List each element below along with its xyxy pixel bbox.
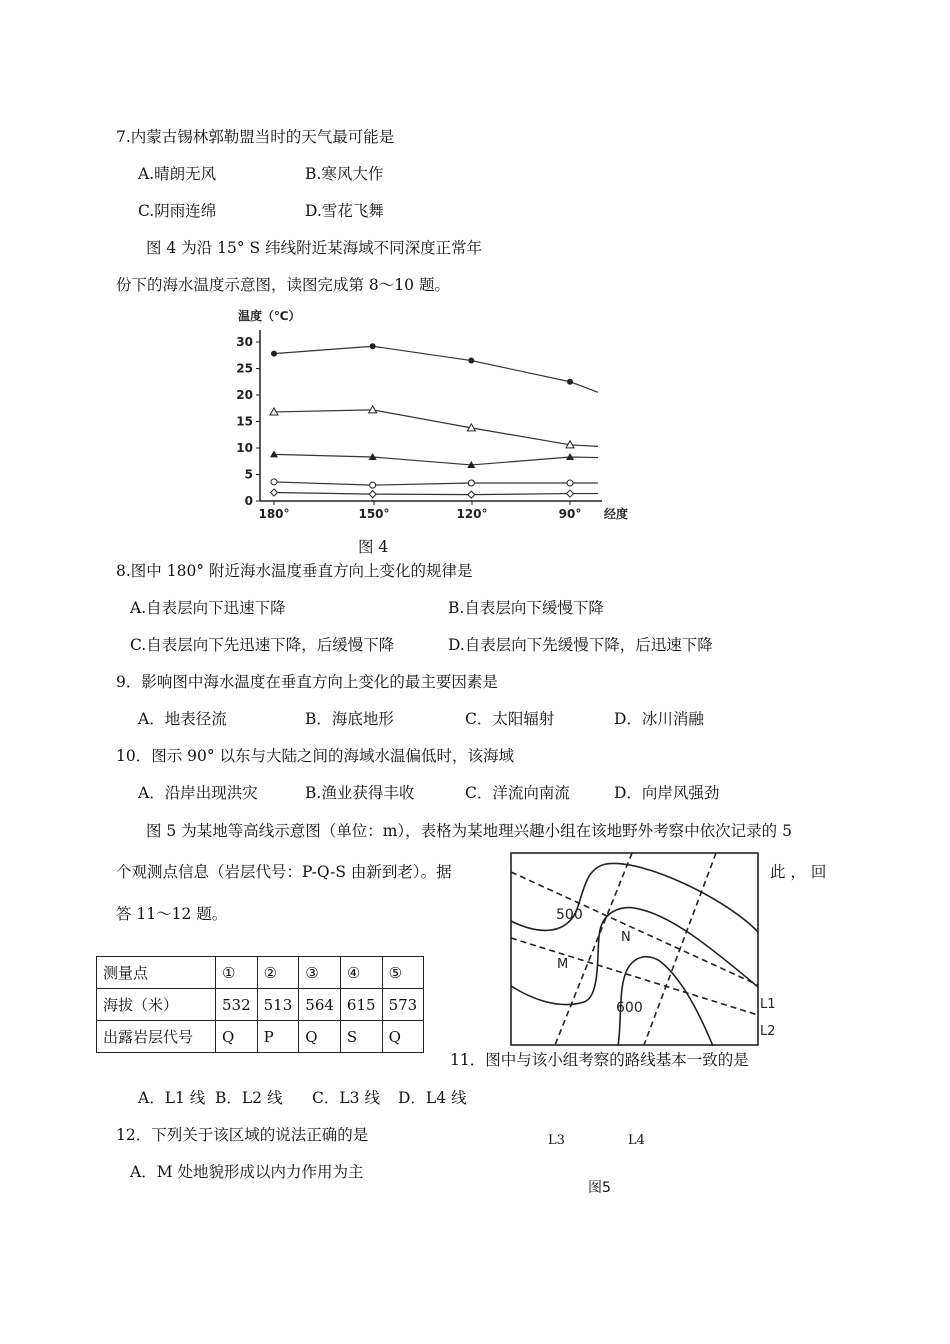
table-cell: S [340,1021,382,1053]
series-line-2000 [274,493,598,495]
intro5-line3: 答 11～12 题。 [116,905,228,923]
intro4-line1: 图 4 为沿 15° S 纬线附近某海域不同深度正常年 [146,239,483,257]
y-tick-label: 30 [236,335,253,349]
y-tick-label: 20 [236,388,253,402]
data-point [370,482,376,488]
data-point [567,480,573,486]
q9-option-c: C．太阳辐射 [465,710,555,728]
q11-option-c: C．L3 线 [312,1089,380,1107]
data-point [271,489,278,496]
table-header-cell: ③ [299,957,341,989]
table-cell: 573 [382,989,424,1021]
y-tick-label: 5 [244,467,253,482]
series-line-300 [274,410,598,447]
q8-option-c: C.自表层向下先迅速下降，后缓慢下降 [130,636,395,654]
contour-label-500: 500 [556,907,583,923]
data-point [468,358,474,364]
q7-option-a: A.晴朗无风 [138,165,217,183]
q11-option-a: A．L1 线 [138,1089,206,1107]
q7-option-b: B.寒风大作 [305,165,384,183]
map-frame [511,853,758,1045]
q8-option-d: D.自表层向下先缓慢下降，后迅速下降 [448,636,713,654]
q12-option-a: A．M 处地貌形成以内力作用为主 [130,1163,364,1181]
intro4-line2: 份下的海水温度示意图，读图完成第 8～10 题。 [116,276,450,294]
contour-line [511,908,758,1005]
map-label-l4: L4 [628,1133,645,1148]
data-point [567,490,574,497]
data-point [370,343,376,349]
ocean-temperature-chart [230,306,650,566]
map-label-n: N [621,930,631,945]
x-tick-label: 120° [456,507,488,521]
data-point [567,379,573,385]
map-label-l1: L1 [760,997,776,1012]
figure4-caption: 图 4 [358,538,389,556]
data-point [271,479,277,485]
table-cell: 564 [299,989,341,1021]
series-line-500 [274,454,598,465]
intro5-line2-end: 此 ， 回 [770,863,827,881]
data-point [271,351,277,357]
table-row-label: 海拔（米） [97,989,216,1021]
observation-table [96,956,424,1053]
map-label-l3: L3 [548,1133,565,1148]
series-line-0 [274,346,598,392]
data-point [369,491,376,498]
intro5-line2: 个观测点信息（岩层代号：P-Q-S 由新到老）。据 [116,863,452,881]
q8-option-b: B.自表层向下缓慢下降 [448,599,604,617]
y-tick-label: 0 [244,494,253,508]
table-cell: 615 [340,989,382,1021]
y-tick-label: 10 [236,441,253,455]
table-cell: Q [299,1021,341,1053]
series-line-1000 [274,482,598,485]
contour-map [508,850,788,1050]
intro5-line1: 图 5 为某地等高线示意图（单位：m），表格为某地理兴趣小组在该地野外考察中依次记录的 5 [146,822,792,840]
data-point [468,480,474,486]
map-label-m: M [557,957,569,972]
q9-option-a: A．地表径流 [138,710,227,728]
q10-option-b: B.渔业获得丰收 [305,784,415,802]
table-row [97,957,424,989]
y-tick-label: 15 [236,414,253,429]
x-tick-label: 90° [558,507,582,521]
x-tick-label: 180° [258,507,290,521]
table-header-cell: ① [216,957,258,989]
table-header-cell: 测量点 [97,957,216,989]
q10-stem: 10．图示 90° 以东与大陆之间的海域水温偏低时，该海域 [116,747,515,765]
q10-option-c: C．洋流向南流 [465,784,570,802]
y-tick-label: 25 [236,361,253,376]
data-point [468,491,475,498]
table-row [97,1021,424,1053]
q8-option-a: A.自表层向下迅速下降 [130,599,286,617]
q7-option-d: D.雪花飞舞 [305,202,384,220]
table-cell: 532 [216,989,258,1021]
table-header-cell: ④ [340,957,382,989]
q9-option-b: B．海底地形 [305,710,394,728]
table-header-cell: ⑤ [382,957,424,989]
q12-stem: 12．下列关于该区域的说法正确的是 [116,1126,369,1144]
map-label-l2: L2 [760,1024,776,1039]
table-row [97,989,424,1021]
q9-option-d: D．冰川消融 [614,710,704,728]
x-axis-label: 经度 [604,507,629,521]
q8-stem: 8.图中 180° 附近海水温度垂直方向上变化的规律是 [116,562,473,580]
table-row-label: 出露岩层代号 [97,1021,216,1053]
q7-stem: 7.内蒙古锡林郭勒盟当时的天气最可能是 [116,128,395,146]
contour-label-600: 600 [616,1000,643,1016]
contour-line-500 [511,863,758,932]
figure5-caption: 图5 [588,1180,611,1196]
q11-stem: 11．图中与该小组考察的路线基本一致的是 [450,1051,749,1069]
route-line-l1 [511,872,758,985]
y-axis-label: 温度（℃） [238,309,301,323]
table-cell: 513 [257,989,299,1021]
q11-option-d: D．L4 线 [398,1089,467,1107]
q10-option-a: A．沿岸出现洪灾 [138,784,258,802]
q11-option-b: B．L2 线 [215,1089,283,1107]
table-cell: Q [382,1021,424,1053]
q10-option-d: D．向岸风强劲 [614,784,720,802]
table-cell: P [257,1021,299,1053]
x-tick-label: 150° [358,507,390,521]
table-header-cell: ② [257,957,299,989]
q7-option-c: C.阴雨连绵 [138,202,217,220]
table-cell: Q [216,1021,258,1053]
q9-stem: 9．影响图中海水温度在垂直方向上变化的最主要因素是 [116,673,498,691]
